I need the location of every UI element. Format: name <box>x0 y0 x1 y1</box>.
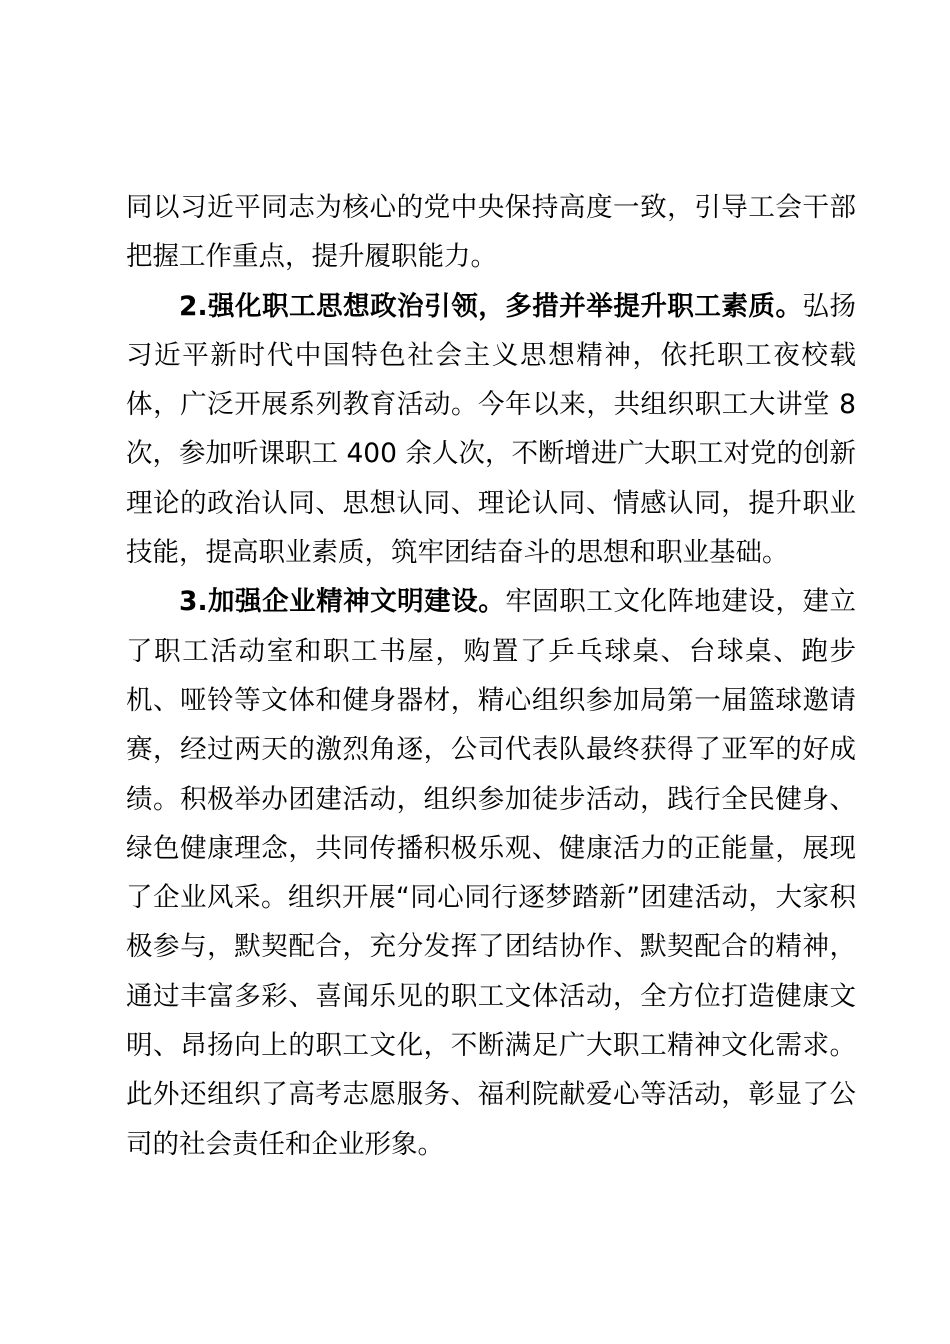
section-2-heading: 2.强化职工思想政治引领，多措并举提升职工素质。 <box>179 290 803 322</box>
paragraph-section-3 <box>126 577 856 1169</box>
section-3-heading: 3.加强企业精神文明建设。 <box>179 586 506 618</box>
paragraph-continuation <box>126 183 856 282</box>
document-body <box>126 183 856 1169</box>
paragraph-section-2 <box>126 282 856 578</box>
paragraph-1-text: 同以习近平同志为核心的党中央保持高度一致，引导工会干部把握工作重点，提升履职能力。 <box>126 192 856 273</box>
section-3-text: 牢固职工文化阵地建设，建立了职工活动室和职工书屋，购置了乒乓球桌、台球桌、跑步机、哑铃等文体和健身器材，精心组织参加局第一届篮球邀请赛，经过两天的激烈角逐，公司代表队最终获得了亚军的好成绩。积极举办团建活动，组织参加徒步活动，践行全民健身、绿色健康理念，共同传播积极乐观、健康活力的正能量，展现了企业风采。组织开展“同心同行逐梦踏新”团建活动，大家积极参与，默契配合，充分发挥了团结协作、默契配合的精神，通过丰富多彩、喜闻乐见的职工文体活动，全方位打造健康文明、昂扬向上的职工文化，不断满足广大职工精神文化需求。此外还组织了高考志愿服务、福利院献爱心等活动，彰显了公司的社会责任和企业形象。 <box>126 586 856 1160</box>
section-2-text: 弘扬习近平新时代中国特色社会主义思想精神，依托职工夜校载体，广泛开展系列教育活动。今年以来，共组织职工大讲堂 8 次，参加听课职工 400 余人次，不断增进广大职工对党的创新理论的政治认同、思想认同、理论认同、情感认同，提升职业技能，提高职业素质，筑牢团结奋斗的思想和职业基础。 <box>126 290 857 569</box>
